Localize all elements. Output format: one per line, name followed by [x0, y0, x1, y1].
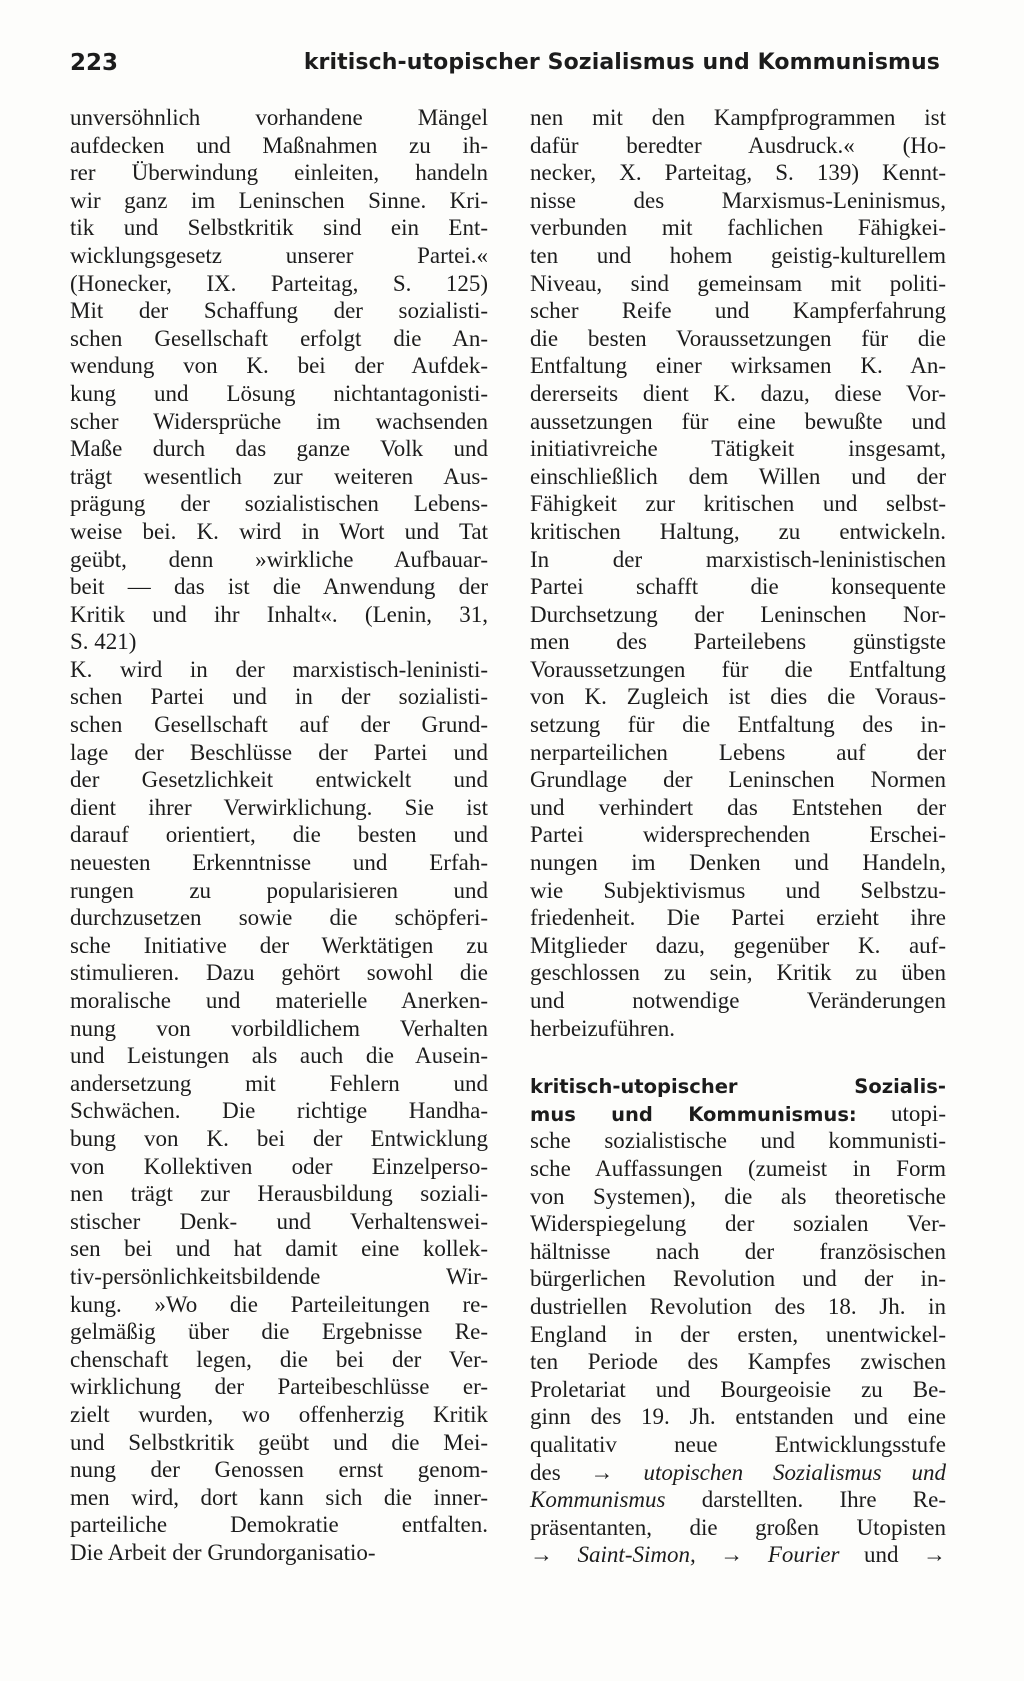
text-line: nen mit den Kampfprogrammen ist [530, 105, 946, 130]
text-line: aufdecken und Maßnahmen zu ih- [70, 132, 488, 158]
text-line: initiativreiche Tätigkeit insgesamt, [530, 436, 946, 462]
text-line: rer Überwindung einleiten, handeln [70, 160, 488, 186]
entry-line: präsentanten, die großen Utopisten [530, 1514, 946, 1540]
entry-line [530, 1100, 946, 1128]
text-line: trägt wesentlich zur weiteren Aus- [70, 463, 488, 489]
text-line: beit — das ist die Anwendung der [70, 574, 488, 600]
text-line: kritischen Haltung, zu entwickeln. [530, 518, 946, 544]
right-column [530, 104, 946, 1569]
text-line: lage der Beschlüsse der Partei und [70, 739, 488, 765]
text-line: Partei schafft die konsequente [530, 574, 946, 600]
text-line: nung der Genossen ernst genom- [70, 1457, 488, 1483]
text-line: nung von vorbildlichem Verhalten [70, 1015, 488, 1041]
text-line: prägung der sozialistischen Lebens- [70, 491, 488, 517]
cross-reference: Fourier [767, 1542, 840, 1568]
entry-text: des → [530, 1459, 644, 1485]
text-line: ten Periode des Kampfes zwischen [530, 1349, 946, 1375]
text-line: Maße durch das ganze Volk und [70, 436, 488, 462]
text-line: von Systemen), die als theoretische [530, 1183, 946, 1209]
text-line: weise bei. K. wird in Wort und Tat [70, 518, 488, 544]
text-line: schen Partei und in der sozialisti- [70, 684, 488, 710]
text-line: qualitativ neue Entwicklungsstufe [530, 1431, 946, 1457]
text-line: und verhindert das Entstehen der [530, 794, 946, 820]
text-line: ginn des 19. Jh. entstanden und eine [530, 1404, 946, 1430]
text-line: von Kollektiven oder Einzelperso- [70, 1153, 488, 1179]
entry-spacer [530, 1042, 946, 1072]
text-line: nisse des Marxismus-Leninismus, [530, 187, 946, 213]
text-line: schen Gesellschaft auf der Grund- [70, 712, 488, 738]
text-line: geschlossen zu sein, Kritik zu üben [530, 960, 946, 986]
text-line: aussetzungen für eine bewußte und [530, 408, 946, 434]
text-line: geübt, denn »wirkliche Aufbauar- [70, 546, 488, 572]
text-line: wirklichung der Parteibeschlüsse er- [70, 1374, 488, 1400]
text-line: sen bei und hat damit eine kollek- [70, 1236, 488, 1262]
entry-line [530, 1486, 946, 1514]
text-line: Kritik und ihr Inhalt«. (Lenin, 31, [70, 601, 488, 627]
text-line: gelmäßig über die Ergebnisse Re- [70, 1319, 488, 1345]
text-line: von K. Zugleich ist dies die Voraus- [530, 684, 946, 710]
text-line: Voraussetzungen für die Entfaltung [530, 656, 946, 682]
text-line: Proletariat und Bourgeoisie zu Be- [530, 1376, 946, 1402]
text-line: stimulieren. Dazu gehört sowohl die [70, 960, 488, 986]
arrow-marker: → [530, 1542, 578, 1568]
text-line: wendung von K. bei der Aufdek- [70, 353, 488, 379]
text-line: unversöhnlich vorhandene Mängel [70, 105, 488, 130]
text-line: Mit der Schaffung der sozialisti- [70, 298, 488, 324]
text-line: die besten Voraussetzungen für die [530, 325, 946, 351]
text-line: wie Subjektivismus und Selbstzu- [530, 877, 946, 903]
text-line: necker, X. Parteitag, S. 139) Kennt- [530, 160, 946, 186]
entry-body [530, 1127, 946, 1458]
text-line: moralische und materielle Anerken- [70, 988, 488, 1013]
text-line: kung und Lösung nichtantagonisti- [70, 380, 488, 406]
right-column-continuation [530, 104, 946, 1042]
text-line: Grundlage der Leninschen Normen [530, 767, 946, 793]
text-line: zielt wurden, wo offenherzig Kritik [70, 1401, 488, 1427]
text-line: setzung für die Entfaltung des in- [530, 712, 946, 738]
arrow-marker: → [695, 1542, 768, 1568]
entry-keyword: kritisch-utopischer Sozialis- [530, 1075, 946, 1099]
text-line: nerparteilichen Lebens auf der [530, 739, 946, 765]
running-title: kritisch-utopischer Sozialismus und Kommunismus [303, 50, 940, 75]
text-line: men des Parteilebens günstigste [530, 629, 946, 655]
text-line: Fähigkeit zur kritischen und selbst- [530, 491, 946, 517]
text-line: scher Widersprüche im wachsenden [70, 408, 488, 434]
left-column [70, 104, 488, 1566]
text-line: scher Reife und Kampferfahrung [530, 298, 946, 324]
text-line: durchzusetzen sowie die schöpferi- [70, 905, 488, 931]
cross-reference: Kommunismus [530, 1487, 666, 1513]
text-line: dafür beredter Ausdruck.« (Ho- [530, 132, 946, 158]
text-line: (Honecker, IX. Parteitag, S. 125) [70, 270, 488, 296]
text-line: verbunden mit fachlichen Fähigkei- [530, 215, 946, 241]
text-line: Niveau, sind gemeinsam mit politi- [530, 270, 946, 296]
text-line: sche sozialistische und kommunisti- [530, 1128, 946, 1154]
text-line: bung von K. bei der Entwicklung [70, 1125, 488, 1151]
text-line: und notwendige Veränderungen [530, 988, 946, 1013]
text-line: rungen zu popularisieren und [70, 877, 488, 903]
text-line: dererseits dient K. dazu, diese Vor- [530, 380, 946, 406]
text-line: herbeizuführen. [530, 1015, 675, 1041]
text-line: schen Gesellschaft erfolgt die An- [70, 325, 488, 351]
text-line: Widerspiegelung der sozialen Ver- [530, 1211, 946, 1237]
text-line: Durchsetzung der Leninschen Nor- [530, 601, 946, 627]
text-line: wicklungsgesetz unserer Partei.« [70, 242, 488, 268]
entry-text: utopi- [856, 1100, 946, 1126]
entry-line [530, 1541, 946, 1569]
page-number: 223 [70, 50, 119, 76]
text-line: men wird, dort kann sich die inner- [70, 1484, 488, 1510]
entry-keyword-line [530, 1072, 946, 1100]
text-line: tik und Selbstkritik sind ein Ent- [70, 215, 488, 241]
text-line: und Leistungen als auch die Ausein- [70, 1043, 488, 1069]
text-line: und Selbstkritik geübt und die Mei- [70, 1429, 488, 1455]
entry-text: und → [839, 1542, 946, 1568]
text-line: parteiliche Demokratie entfalten. [70, 1512, 488, 1538]
entry-line [530, 1459, 946, 1487]
text-line: sche Auffassungen (zumeist in Form [530, 1155, 946, 1181]
text-line: darauf orientiert, die besten und [70, 822, 488, 848]
text-line: Partei widersprechenden Erschei- [530, 822, 946, 848]
cross-reference: Saint-Simon, [577, 1542, 696, 1568]
text-line: dustriellen Revolution des 18. Jh. in [530, 1293, 946, 1319]
text-line: andersetzung mit Fehlern und [70, 1070, 488, 1096]
text-line: wir ganz im Leninschen Sinne. Kri- [70, 187, 488, 213]
text-line: K. wird in der marxistisch-leninisti- [70, 656, 488, 682]
text-line: Mitglieder dazu, gegenüber K. auf- [530, 932, 946, 958]
entry-text: darstellten. Ihre Re- [665, 1487, 946, 1513]
text-line: einschließlich dem Willen und der [530, 463, 946, 489]
text-line: kung. »Wo die Parteileitungen re- [70, 1291, 488, 1317]
text-line: In der marxistisch-leninistischen [530, 546, 946, 572]
text-line: tiv-persönlichkeitsbildende Wir- [70, 1263, 488, 1289]
text-line: Entfaltung einer wirksamen K. An- [530, 353, 946, 379]
text-line: neuesten Erkenntnisse und Erfah- [70, 850, 488, 876]
text-line: chenschaft legen, die bei der Ver- [70, 1346, 488, 1372]
text-line: nen trägt zur Herausbildung soziali- [70, 1181, 488, 1207]
cross-reference: utopischen Sozialismus und [643, 1459, 946, 1485]
text-line: friedenheit. Die Partei erzieht ihre [530, 905, 946, 931]
text-line: sche Initiative der Werktätigen zu [70, 932, 488, 958]
text-line: ten und hohem geistig-kulturellem [530, 242, 946, 268]
text-line: hältnisse nach der französischen [530, 1238, 946, 1264]
text-line: Schwächen. Die richtige Handha- [70, 1098, 488, 1124]
text-line: Die Arbeit der Grundorganisatio- [70, 1539, 376, 1565]
dictionary-entry [530, 1072, 946, 1569]
entry-keyword: mus und Kommunismus: [530, 1102, 857, 1126]
text-line: bürgerlichen Revolution und der in- [530, 1266, 946, 1292]
text-line: dient ihrer Verwirklichung. Sie ist [70, 794, 488, 820]
text-line: der Gesetzlichkeit entwickelt und [70, 767, 488, 793]
page-header [70, 50, 940, 84]
text-line: stischer Denk- und Verhaltenswei- [70, 1208, 488, 1234]
text-line: S. 421) [70, 629, 137, 655]
text-line: England in der ersten, unentwickel- [530, 1321, 946, 1347]
text-line: nungen im Denken und Handeln, [530, 850, 946, 876]
